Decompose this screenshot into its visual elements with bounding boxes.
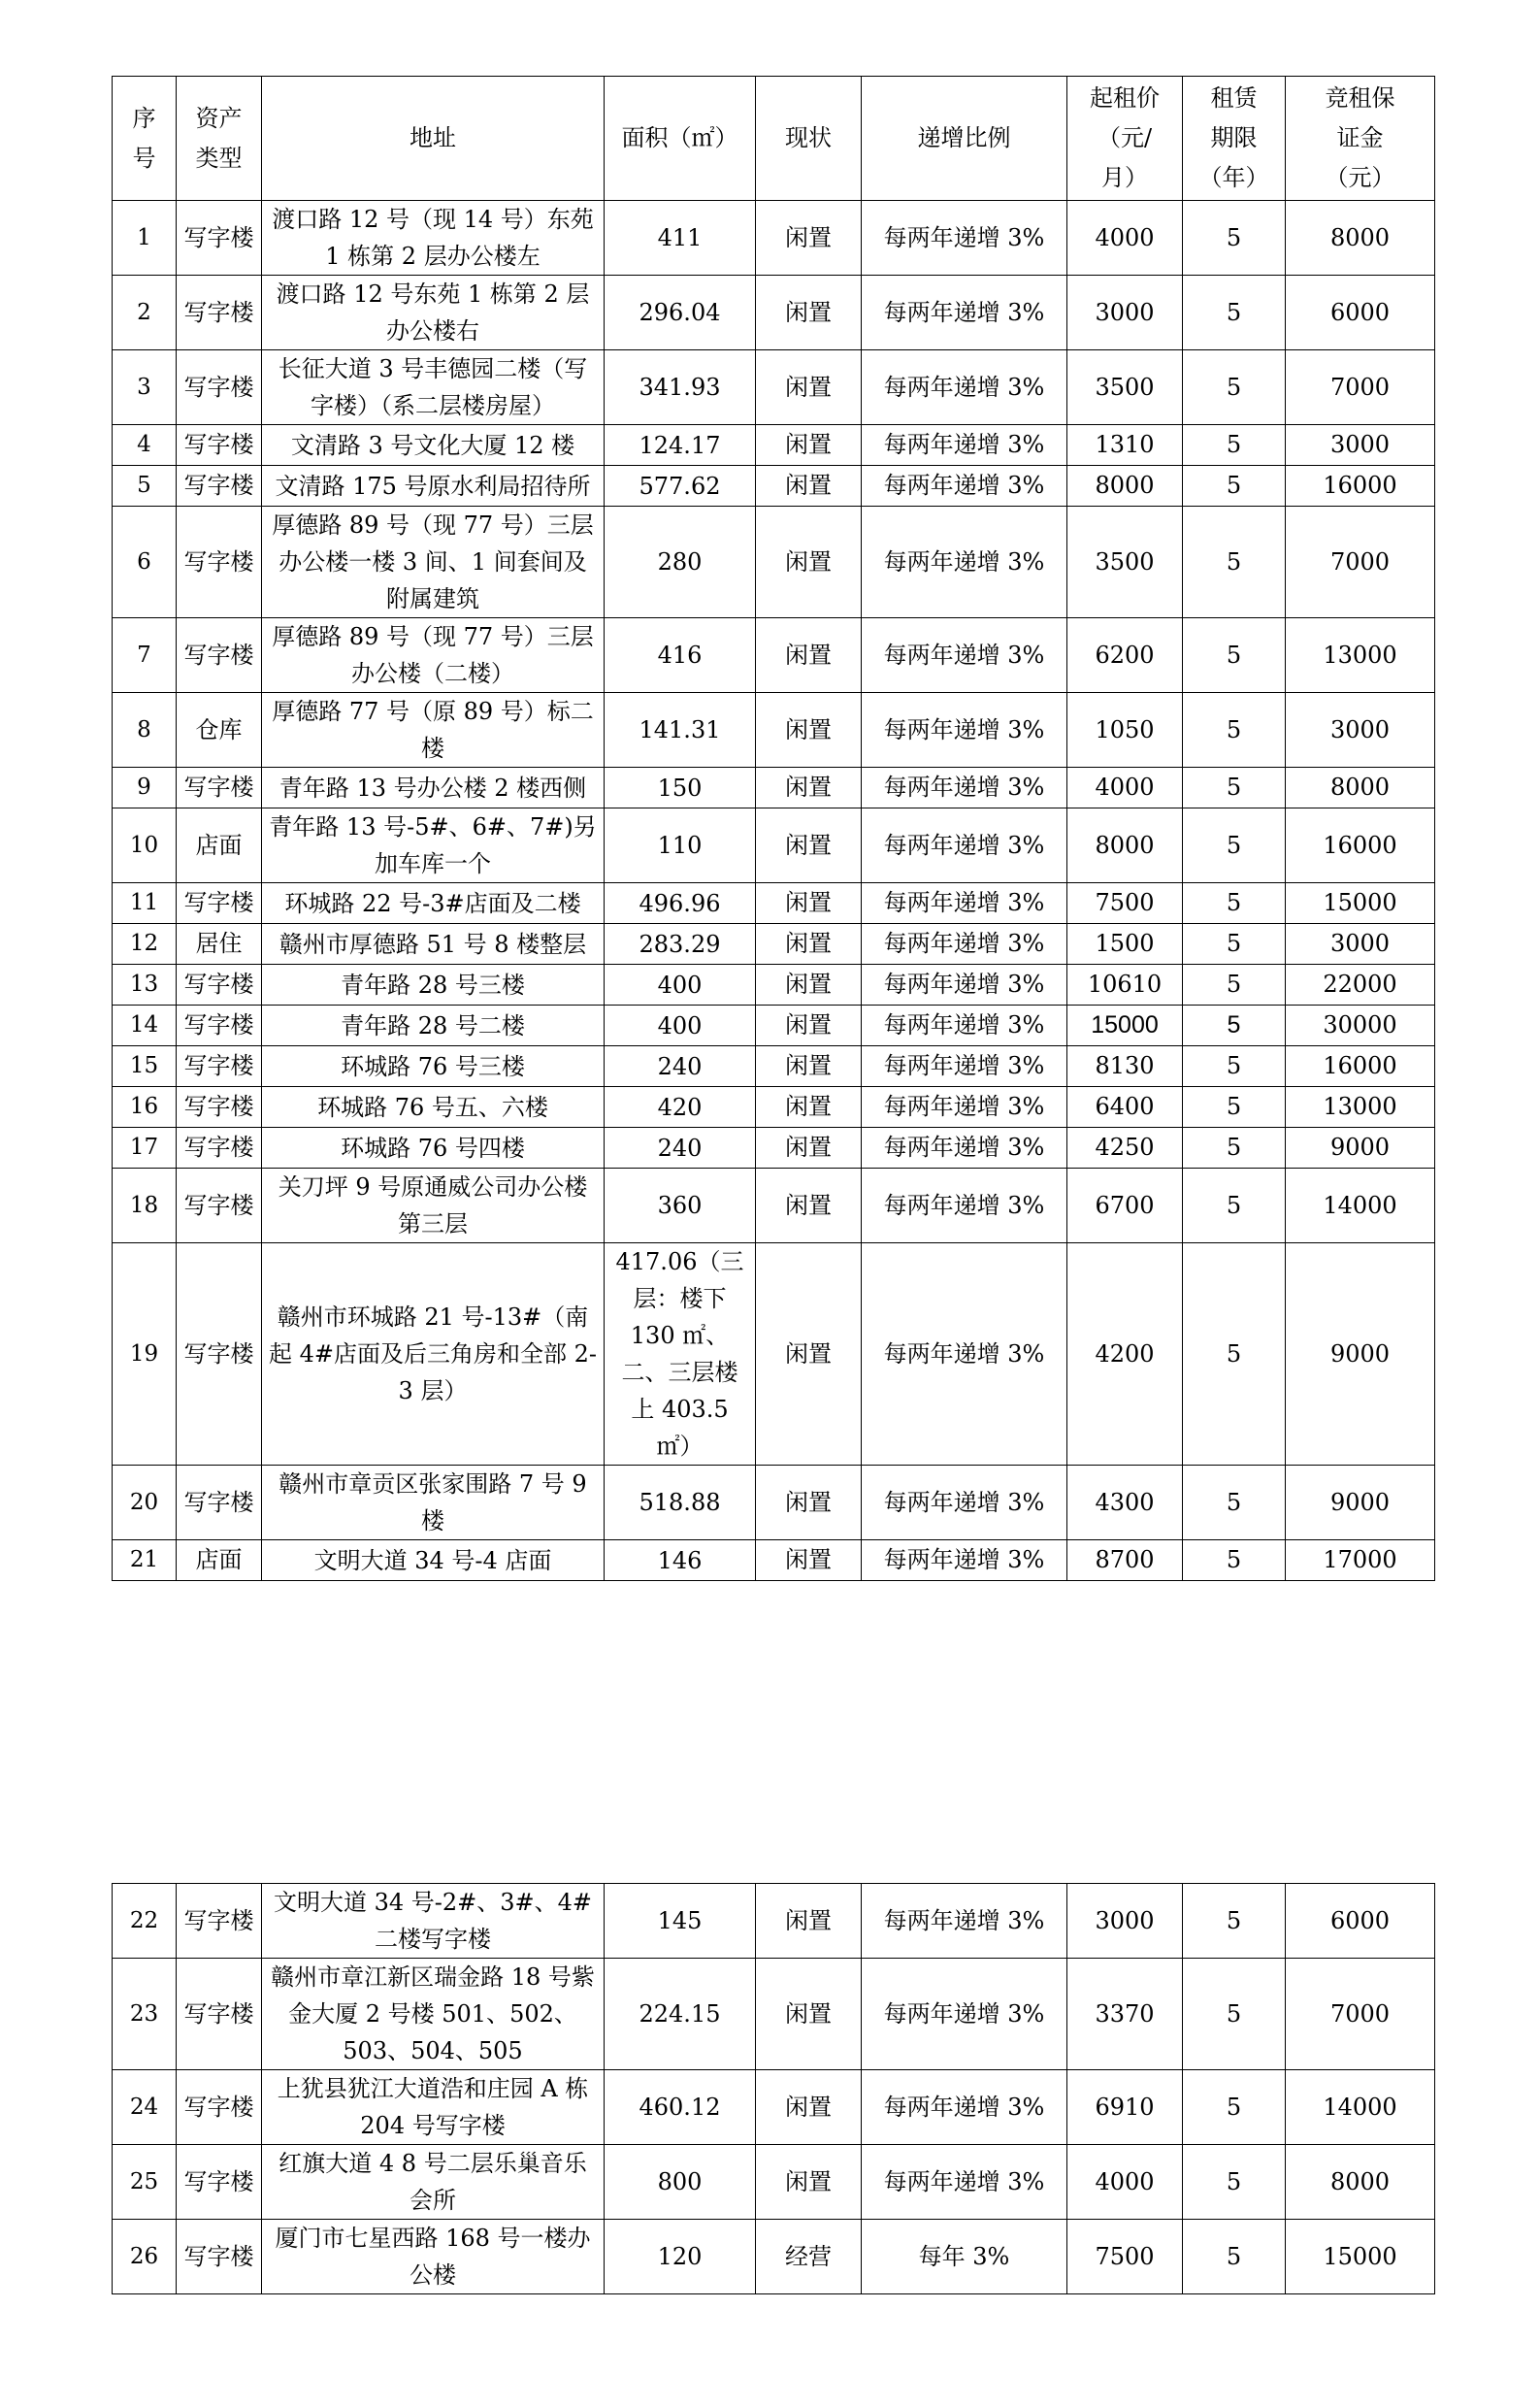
cell-term: 5	[1183, 1169, 1286, 1243]
cell-price: 8000	[1067, 466, 1183, 507]
cell-area: 518.88	[605, 1466, 756, 1540]
cell-area: 400	[605, 1006, 756, 1046]
table-row	[113, 1959, 1435, 2070]
cell-type: 写字楼	[177, 1087, 262, 1128]
cell-type: 居住	[177, 924, 262, 965]
cell-increase: 每两年递增 3%	[862, 1466, 1067, 1540]
cell-term: 5	[1183, 466, 1286, 507]
cell-no: 21	[113, 1540, 177, 1581]
cell-deposit: 17000	[1286, 1540, 1435, 1581]
cell-address: 厚德路 77 号（原 89 号）标二楼	[262, 693, 605, 768]
cell-term: 5	[1183, 965, 1286, 1006]
header-address: 地址	[262, 77, 605, 201]
table-row	[113, 276, 1435, 350]
cell-area: 400	[605, 965, 756, 1006]
table-row	[113, 1046, 1435, 1087]
cell-address: 文清路 3 号文化大厦 12 楼	[262, 425, 605, 466]
cell-deposit: 8000	[1286, 768, 1435, 808]
cell-status: 闲置	[756, 883, 862, 924]
cell-price: 4000	[1067, 2145, 1183, 2220]
cell-no: 12	[113, 924, 177, 965]
cell-price: 4000	[1067, 768, 1183, 808]
cell-term: 5	[1183, 1006, 1286, 1046]
table-row	[113, 425, 1435, 466]
cell-price: 1050	[1067, 693, 1183, 768]
table-row	[113, 507, 1435, 618]
cell-type: 写字楼	[177, 1046, 262, 1087]
cell-term: 5	[1183, 1243, 1286, 1466]
cell-deposit: 8000	[1286, 2145, 1435, 2220]
cell-area: 150	[605, 768, 756, 808]
cell-area: 460.12	[605, 2070, 756, 2145]
cell-address: 文明大道 34 号-4 店面	[262, 1540, 605, 1581]
cell-term: 5	[1183, 2070, 1286, 2145]
cell-type: 写字楼	[177, 965, 262, 1006]
cell-type: 写字楼	[177, 2070, 262, 2145]
table-row	[113, 1169, 1435, 1243]
cell-term: 5	[1183, 883, 1286, 924]
cell-type: 仓库	[177, 693, 262, 768]
cell-price: 1310	[1067, 425, 1183, 466]
cell-term: 5	[1183, 1884, 1286, 1959]
cell-status: 闲置	[756, 2070, 862, 2145]
cell-price: 10610	[1067, 965, 1183, 1006]
cell-status: 闲置	[756, 276, 862, 350]
cell-no: 6	[113, 507, 177, 618]
cell-status: 闲置	[756, 1087, 862, 1128]
table-row	[113, 2070, 1435, 2145]
header-deposit: 竞租保 证金 （元）	[1286, 77, 1435, 201]
cell-term: 5	[1183, 201, 1286, 276]
cell-price: 6400	[1067, 1087, 1183, 1128]
cell-no: 10	[113, 808, 177, 883]
cell-no: 1	[113, 201, 177, 276]
cell-no: 7	[113, 618, 177, 693]
cell-type: 写字楼	[177, 768, 262, 808]
cell-area: 146	[605, 1540, 756, 1581]
cell-price: 8000	[1067, 808, 1183, 883]
cell-status: 闲置	[756, 618, 862, 693]
cell-area: 110	[605, 808, 756, 883]
cell-increase: 每两年递增 3%	[862, 507, 1067, 618]
cell-price: 7500	[1067, 2220, 1183, 2294]
cell-status: 经营	[756, 2220, 862, 2294]
cell-term: 5	[1183, 1087, 1286, 1128]
cell-address: 渡口路 12 号（现 14 号）东苑 1 栋第 2 层办公楼左	[262, 201, 605, 276]
cell-status: 闲置	[756, 1243, 862, 1466]
table-row	[113, 924, 1435, 965]
table-row	[113, 2145, 1435, 2220]
cell-deposit: 3000	[1286, 425, 1435, 466]
cell-price: 3500	[1067, 350, 1183, 425]
cell-type: 写字楼	[177, 1169, 262, 1243]
cell-increase: 每两年递增 3%	[862, 618, 1067, 693]
cell-area: 280	[605, 507, 756, 618]
cell-area: 120	[605, 2220, 756, 2294]
cell-status: 闲置	[756, 1046, 862, 1087]
header-status: 现状	[756, 77, 862, 201]
cell-price: 15000	[1067, 1006, 1183, 1046]
cell-status: 闲置	[756, 808, 862, 883]
rental-table-part2	[112, 1883, 1435, 2294]
cell-status: 闲置	[756, 1466, 862, 1540]
cell-no: 19	[113, 1243, 177, 1466]
table-row	[113, 618, 1435, 693]
cell-increase: 每两年递增 3%	[862, 883, 1067, 924]
cell-price: 4200	[1067, 1243, 1183, 1466]
cell-increase: 每两年递增 3%	[862, 2145, 1067, 2220]
cell-status: 闲置	[756, 1006, 862, 1046]
table-row	[113, 1884, 1435, 1959]
cell-area: 224.15	[605, 1959, 756, 2070]
cell-address: 厚德路 89 号（现 77 号）三层办公楼一楼 3 间、1 间套间及附属建筑	[262, 507, 605, 618]
cell-no: 5	[113, 466, 177, 507]
cell-term: 5	[1183, 276, 1286, 350]
cell-no: 3	[113, 350, 177, 425]
cell-term: 5	[1183, 693, 1286, 768]
cell-no: 14	[113, 1006, 177, 1046]
cell-status: 闲置	[756, 425, 862, 466]
cell-address: 青年路 28 号三楼	[262, 965, 605, 1006]
header-area: 面积（㎡）	[605, 77, 756, 201]
cell-deposit: 7000	[1286, 350, 1435, 425]
table-row	[113, 1243, 1435, 1466]
cell-type: 写字楼	[177, 883, 262, 924]
cell-increase: 每两年递增 3%	[862, 965, 1067, 1006]
cell-increase: 每两年递增 3%	[862, 768, 1067, 808]
cell-deposit: 6000	[1286, 1884, 1435, 1959]
cell-type: 写字楼	[177, 618, 262, 693]
cell-deposit: 30000	[1286, 1006, 1435, 1046]
cell-increase: 每两年递增 3%	[862, 1046, 1067, 1087]
cell-no: 17	[113, 1128, 177, 1169]
cell-no: 11	[113, 883, 177, 924]
cell-increase: 每两年递增 3%	[862, 466, 1067, 507]
cell-area: 360	[605, 1169, 756, 1243]
cell-type: 写字楼	[177, 201, 262, 276]
cell-term: 5	[1183, 350, 1286, 425]
cell-type: 写字楼	[177, 1884, 262, 1959]
table-row	[113, 1540, 1435, 1581]
cell-type: 写字楼	[177, 1243, 262, 1466]
cell-address: 长征大道 3 号丰德园二楼（写字楼）（系二层楼房屋）	[262, 350, 605, 425]
cell-status: 闲置	[756, 693, 862, 768]
cell-price: 6700	[1067, 1169, 1183, 1243]
cell-term: 5	[1183, 1466, 1286, 1540]
cell-price: 1500	[1067, 924, 1183, 965]
cell-status: 闲置	[756, 924, 862, 965]
cell-address: 关刀坪 9 号原通威公司办公楼第三层	[262, 1169, 605, 1243]
cell-no: 26	[113, 2220, 177, 2294]
header-term: 租赁 期限 （年）	[1183, 77, 1286, 201]
cell-address: 赣州市环城路 21 号-13#（南起 4#店面及后三角房和全部 2-3 层）	[262, 1243, 605, 1466]
cell-address: 青年路 13 号办公楼 2 楼西侧	[262, 768, 605, 808]
cell-increase: 每两年递增 3%	[862, 1087, 1067, 1128]
header-type: 资产 类型	[177, 77, 262, 201]
cell-deposit: 9000	[1286, 1128, 1435, 1169]
cell-address: 红旗大道 4 8 号二层乐巢音乐会所	[262, 2145, 605, 2220]
cell-term: 5	[1183, 808, 1286, 883]
cell-status: 闲置	[756, 2145, 862, 2220]
cell-status: 闲置	[756, 507, 862, 618]
cell-price: 8130	[1067, 1046, 1183, 1087]
cell-term: 5	[1183, 618, 1286, 693]
cell-area: 341.93	[605, 350, 756, 425]
cell-area: 577.62	[605, 466, 756, 507]
cell-area: 800	[605, 2145, 756, 2220]
cell-address: 赣州市章贡区张家围路 7 号 9 楼	[262, 1466, 605, 1540]
cell-deposit: 14000	[1286, 1169, 1435, 1243]
cell-term: 5	[1183, 1046, 1286, 1087]
cell-address: 文清路 175 号原水利局招待所	[262, 466, 605, 507]
cell-increase: 每两年递增 3%	[862, 924, 1067, 965]
cell-term: 5	[1183, 2220, 1286, 2294]
cell-increase: 每年 3%	[862, 2220, 1067, 2294]
cell-type: 写字楼	[177, 1006, 262, 1046]
cell-increase: 每两年递增 3%	[862, 1959, 1067, 2070]
table-row	[113, 201, 1435, 276]
cell-no: 18	[113, 1169, 177, 1243]
rental-table-part1	[112, 76, 1435, 1581]
cell-type: 写字楼	[177, 2145, 262, 2220]
cell-term: 5	[1183, 1959, 1286, 2070]
cell-no: 16	[113, 1087, 177, 1128]
cell-area: 296.04	[605, 276, 756, 350]
cell-increase: 每两年递增 3%	[862, 808, 1067, 883]
cell-deposit: 16000	[1286, 808, 1435, 883]
header-no: 序 号	[113, 77, 177, 201]
cell-term: 5	[1183, 507, 1286, 618]
cell-type: 写字楼	[177, 276, 262, 350]
cell-deposit: 9000	[1286, 1243, 1435, 1466]
cell-price: 4300	[1067, 1466, 1183, 1540]
cell-type: 店面	[177, 1540, 262, 1581]
cell-deposit: 7000	[1286, 507, 1435, 618]
cell-area: 240	[605, 1128, 756, 1169]
cell-price: 6910	[1067, 2070, 1183, 2145]
table-row	[113, 808, 1435, 883]
cell-increase: 每两年递增 3%	[862, 1169, 1067, 1243]
cell-area: 416	[605, 618, 756, 693]
cell-status: 闲置	[756, 1959, 862, 2070]
cell-term: 5	[1183, 1540, 1286, 1581]
cell-area: 240	[605, 1046, 756, 1087]
cell-type: 写字楼	[177, 2220, 262, 2294]
cell-address: 青年路 28 号二楼	[262, 1006, 605, 1046]
cell-deposit: 6000	[1286, 276, 1435, 350]
cell-area: 417.06（三层：楼下 130 ㎡、二、三层楼上 403.5 ㎡）	[605, 1243, 756, 1466]
table-row	[113, 693, 1435, 768]
cell-type: 写字楼	[177, 507, 262, 618]
cell-price: 8700	[1067, 1540, 1183, 1581]
cell-no: 2	[113, 276, 177, 350]
cell-term: 5	[1183, 2145, 1286, 2220]
cell-status: 闲置	[756, 201, 862, 276]
cell-increase: 每两年递增 3%	[862, 1884, 1067, 1959]
cell-price: 7500	[1067, 883, 1183, 924]
cell-increase: 每两年递增 3%	[862, 1128, 1067, 1169]
cell-deposit: 9000	[1286, 1466, 1435, 1540]
cell-status: 闲置	[756, 768, 862, 808]
cell-no: 13	[113, 965, 177, 1006]
cell-address: 环城路 76 号三楼	[262, 1046, 605, 1087]
cell-increase: 每两年递增 3%	[862, 425, 1067, 466]
cell-deposit: 16000	[1286, 1046, 1435, 1087]
cell-deposit: 3000	[1286, 924, 1435, 965]
cell-deposit: 15000	[1286, 2220, 1435, 2294]
cell-deposit: 15000	[1286, 883, 1435, 924]
cell-deposit: 7000	[1286, 1959, 1435, 2070]
cell-no: 24	[113, 2070, 177, 2145]
cell-address: 厚德路 89 号（现 77 号）三层办公楼（二楼）	[262, 618, 605, 693]
cell-address: 赣州市章江新区瑞金路 18 号紫金大厦 2 号楼 501、502、503、504、505	[262, 1959, 605, 2070]
cell-no: 15	[113, 1046, 177, 1087]
cell-increase: 每两年递增 3%	[862, 1540, 1067, 1581]
table-row	[113, 768, 1435, 808]
cell-status: 闲置	[756, 1128, 862, 1169]
cell-price: 3370	[1067, 1959, 1183, 2070]
cell-deposit: 14000	[1286, 2070, 1435, 2145]
cell-type: 写字楼	[177, 1128, 262, 1169]
cell-type: 写字楼	[177, 1959, 262, 2070]
table-row	[113, 466, 1435, 507]
table-row	[113, 965, 1435, 1006]
cell-price: 3000	[1067, 276, 1183, 350]
cell-price: 3500	[1067, 507, 1183, 618]
cell-area: 420	[605, 1087, 756, 1128]
cell-increase: 每两年递增 3%	[862, 1006, 1067, 1046]
cell-deposit: 22000	[1286, 965, 1435, 1006]
cell-address: 文明大道 34 号-2#、3#、4#二楼写字楼	[262, 1884, 605, 1959]
cell-address: 渡口路 12 号东苑 1 栋第 2 层办公楼右	[262, 276, 605, 350]
cell-increase: 每两年递增 3%	[862, 350, 1067, 425]
cell-price: 4250	[1067, 1128, 1183, 1169]
cell-deposit: 16000	[1286, 466, 1435, 507]
cell-address: 环城路 22 号-3#店面及二楼	[262, 883, 605, 924]
cell-area: 145	[605, 1884, 756, 1959]
cell-status: 闲置	[756, 350, 862, 425]
cell-status: 闲置	[756, 466, 862, 507]
cell-term: 5	[1183, 1128, 1286, 1169]
cell-increase: 每两年递增 3%	[862, 693, 1067, 768]
cell-area: 141.31	[605, 693, 756, 768]
cell-status: 闲置	[756, 965, 862, 1006]
cell-status: 闲置	[756, 1540, 862, 1581]
cell-no: 8	[113, 693, 177, 768]
header-row	[113, 77, 1435, 201]
cell-type: 店面	[177, 808, 262, 883]
cell-increase: 每两年递增 3%	[862, 201, 1067, 276]
cell-area: 496.96	[605, 883, 756, 924]
cell-no: 4	[113, 425, 177, 466]
cell-term: 5	[1183, 425, 1286, 466]
cell-deposit: 8000	[1286, 201, 1435, 276]
cell-type: 写字楼	[177, 350, 262, 425]
cell-address: 赣州市厚德路 51 号 8 楼整层	[262, 924, 605, 965]
cell-no: 20	[113, 1466, 177, 1540]
cell-deposit: 13000	[1286, 618, 1435, 693]
cell-type: 写字楼	[177, 1466, 262, 1540]
cell-address: 环城路 76 号四楼	[262, 1128, 605, 1169]
cell-increase: 每两年递增 3%	[862, 2070, 1067, 2145]
table-row	[113, 1087, 1435, 1128]
cell-area: 411	[605, 201, 756, 276]
cell-increase: 每两年递增 3%	[862, 1243, 1067, 1466]
cell-status: 闲置	[756, 1884, 862, 1959]
cell-term: 5	[1183, 924, 1286, 965]
cell-price: 4000	[1067, 201, 1183, 276]
cell-type: 写字楼	[177, 466, 262, 507]
cell-address: 上犹县犹江大道浩和庄园 A 栋 204 号写字楼	[262, 2070, 605, 2145]
cell-no: 9	[113, 768, 177, 808]
header-increase: 递增比例	[862, 77, 1067, 201]
cell-price: 6200	[1067, 618, 1183, 693]
table-row	[113, 2220, 1435, 2294]
table-row	[113, 1466, 1435, 1540]
cell-status: 闲置	[756, 1169, 862, 1243]
table-row	[113, 1006, 1435, 1046]
cell-type: 写字楼	[177, 425, 262, 466]
cell-no: 23	[113, 1959, 177, 2070]
cell-address: 厦门市七星西路 168 号一楼办公楼	[262, 2220, 605, 2294]
cell-no: 25	[113, 2145, 177, 2220]
table-row	[113, 1128, 1435, 1169]
cell-area: 124.17	[605, 425, 756, 466]
cell-price: 3000	[1067, 1884, 1183, 1959]
header-price: 起租价 （元/ 月）	[1067, 77, 1183, 201]
cell-increase: 每两年递增 3%	[862, 276, 1067, 350]
table-row	[113, 350, 1435, 425]
table-row	[113, 883, 1435, 924]
cell-no: 22	[113, 1884, 177, 1959]
cell-term: 5	[1183, 768, 1286, 808]
cell-deposit: 13000	[1286, 1087, 1435, 1128]
cell-address: 环城路 76 号五、六楼	[262, 1087, 605, 1128]
cell-area: 283.29	[605, 924, 756, 965]
cell-deposit: 3000	[1286, 693, 1435, 768]
cell-address: 青年路 13 号-5#、6#、7#)另加车库一个	[262, 808, 605, 883]
